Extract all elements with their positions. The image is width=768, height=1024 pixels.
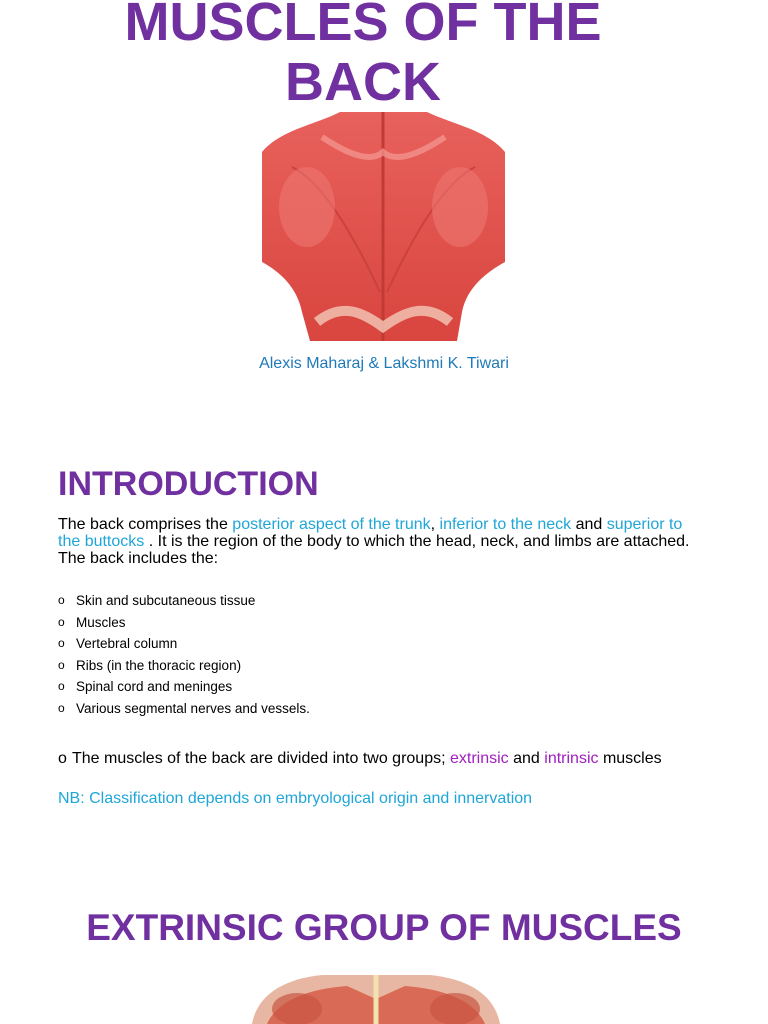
back-components-list	[58, 590, 658, 720]
bullet: o	[58, 679, 65, 694]
list-item	[58, 676, 658, 698]
classification-note: NB: Classification depends on embryological origin and innervation	[58, 790, 533, 807]
list-item	[58, 633, 658, 655]
term-posterior-trunk: posterior aspect of the trunk	[232, 516, 431, 533]
authors: Alexis Maharaj & Lakshmi K. Tiwari	[259, 355, 509, 372]
list-item-text: Various segmental nerves and vessels.	[76, 700, 310, 716]
list-item-text: Spinal cord and meninges	[76, 679, 233, 695]
list-item-text: Ribs (in the thoracic region)	[76, 657, 242, 673]
introduction-heading: INTRODUCTION	[58, 465, 319, 503]
shoulder-muscles-illustration	[252, 971, 500, 1024]
title-line-1: MUSCLES OF THE	[124, 0, 602, 52]
para-comma: ,	[430, 516, 440, 533]
page-title	[0, 0, 726, 112]
groups-and: and	[508, 750, 545, 767]
term-intrinsic: intrinsic	[544, 750, 599, 767]
term-inferior-neck: inferior to the neck	[439, 516, 572, 533]
groups-start: The muscles of the back are divided into two groups;	[72, 750, 450, 767]
term-extrinsic: extrinsic	[449, 750, 509, 767]
muscle-groups-statement	[58, 750, 698, 767]
bullet: o	[58, 614, 65, 629]
term-superior-buttocks: superior to the buttocks	[58, 516, 683, 550]
extrinsic-heading: EXTRINSIC GROUP OF MUSCLES	[86, 907, 682, 948]
bullet: o	[58, 636, 65, 651]
para-and: and	[571, 516, 607, 533]
bullet: o	[58, 750, 67, 767]
para-start: The back comprises the	[58, 516, 233, 533]
list-item-text: Vertebral column	[76, 636, 178, 652]
list-item-text: Muscles	[76, 614, 126, 630]
list-item-text: Skin and subcutaneous tissue	[76, 593, 256, 608]
bullet: o	[58, 700, 65, 715]
groups-text	[72, 750, 698, 767]
groups-end: muscles	[598, 750, 662, 767]
introduction-paragraph	[58, 516, 708, 567]
back-muscles-illustration	[262, 112, 505, 341]
list-item	[58, 590, 658, 612]
bullet: o	[58, 657, 65, 672]
para-end: . It is the region of the body to which the head, neck, and limbs are attached. The back includes the:	[58, 533, 690, 567]
title-line-2: BACK	[285, 52, 441, 112]
list-item	[58, 612, 658, 634]
list-item	[58, 655, 658, 677]
bullet: o	[58, 593, 65, 607]
list-item	[58, 698, 658, 720]
